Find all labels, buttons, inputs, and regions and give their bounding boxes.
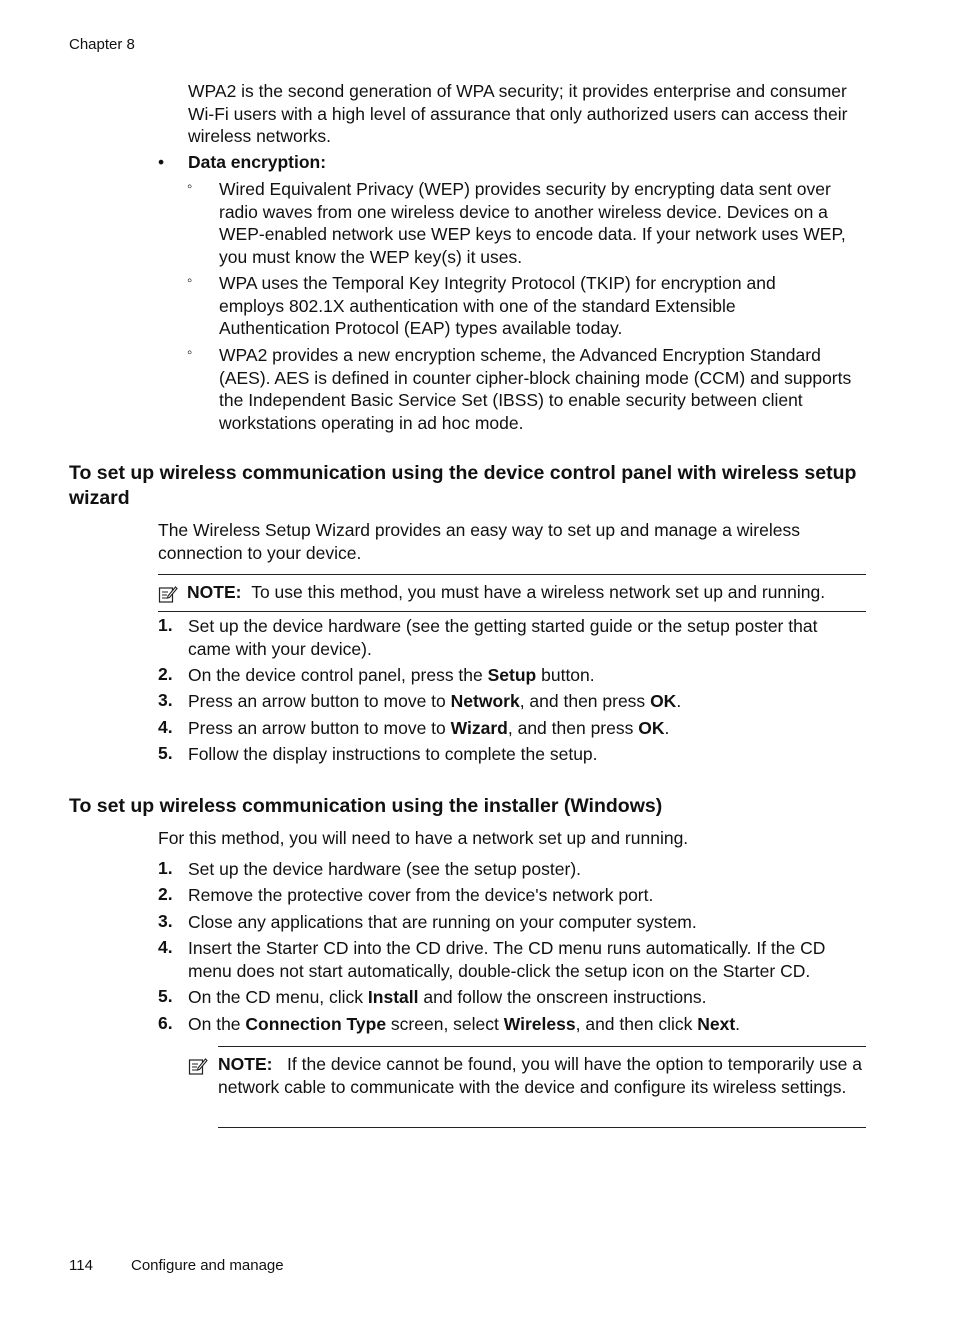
sub-bullet-marker: ◦ <box>187 344 193 361</box>
section-heading-wizard: To set up wireless communication using the device control panel with wireless setup wizard <box>69 462 857 509</box>
section-intro-installer: For this method, you will need to have a network set up and running. <box>158 828 689 848</box>
chapter-label: Chapter 8 <box>69 36 135 53</box>
step-text: Set up the device hardware (see the setup poster). <box>188 859 582 879</box>
page-number: 114 <box>69 1257 93 1274</box>
note-label: NOTE: <box>187 582 242 602</box>
step-number: 5. <box>158 743 173 763</box>
step-text: Close any applications that are running on your computer system. <box>188 912 697 932</box>
step-text: Set up the device hardware (see the getting started guide or the setup poster that came with your device). <box>188 616 818 659</box>
step-text: On the device control panel, press the Setup button. <box>188 665 595 685</box>
section-intro-wizard: The Wireless Setup Wizard provides an easy way to set up and manage a wireless connection to your device. <box>158 520 800 563</box>
step-number: 4. <box>158 937 173 957</box>
step-number: 1. <box>158 615 173 635</box>
step-number: 3. <box>158 690 173 710</box>
encryption-item-wep: Wired Equivalent Privacy (WEP) provides security by encrypting data sent over radio waves from one wireless device to another wireless device. Devices on a WEP-enabled network use WEP keys to encode data. If your network uses WEP, you must know the WEP key(s) it uses. <box>219 179 846 267</box>
bullet-marker: • <box>158 152 165 172</box>
encryption-item-wpa: WPA uses the Temporal Key Integrity Protocol (TKIP) for encryption and employs 802.1X authentication with one of the standard Extensible Authentication Protocol (EAP) types available today. <box>219 273 776 338</box>
step-number: 5. <box>158 986 173 1006</box>
step-text: Follow the display instructions to complete the setup. <box>188 744 598 764</box>
note-bottom-rule <box>218 1127 866 1128</box>
note-label: NOTE: <box>218 1054 273 1074</box>
step-text: On the Connection Type screen, select Wireless, and then click Next. <box>188 1014 741 1034</box>
step-text: On the CD menu, click Install and follow the onscreen instructions. <box>188 987 707 1007</box>
step-number: 3. <box>158 911 173 931</box>
encryption-item-wpa2: WPA2 provides a new encryption scheme, the Advanced Encryption Standard (AES). AES is defined in counter cipher-block chaining mode (CCM) and supports the Independent Basic Service Set (IBSS) to enable security between client workstations operating in ad hoc mode. <box>219 345 852 433</box>
footer-section: Configure and manage <box>131 1257 284 1274</box>
step-number: 2. <box>158 664 173 684</box>
step-number: 6. <box>158 1013 173 1033</box>
step-text: Press an arrow button to move to Wizard, and then press OK. <box>188 718 670 738</box>
sub-bullet-marker: ◦ <box>187 178 193 195</box>
note-installer <box>218 1053 863 1098</box>
note-text: If the device cannot be found, you will have the option to temporarily use a network cable to communicate with the device and configure its wireless settings. <box>218 1054 862 1097</box>
step-number: 2. <box>158 884 173 904</box>
note-pencil-icon <box>188 1056 208 1076</box>
intro-paragraph: WPA2 is the second generation of WPA security; it provides enterprise and consumer Wi-Fi users with a high level of assurance that only authorized users can access their wireless networks. <box>188 81 848 146</box>
step-text: Insert the Starter CD into the CD drive. The CD menu runs automatically. If the CD menu does not start automatically, double-click the setup icon on the Starter CD. <box>188 938 826 981</box>
step-text: Remove the protective cover from the device's network port. <box>188 885 654 905</box>
note-top-rule <box>218 1046 866 1047</box>
step-number: 1. <box>158 858 173 878</box>
note-top-rule <box>158 574 866 575</box>
note-wizard <box>187 581 877 604</box>
section-heading-installer: To set up wireless communication using the installer (Windows) <box>69 795 663 817</box>
step-number: 4. <box>158 717 173 737</box>
note-pencil-icon <box>158 584 178 604</box>
data-encryption-label: Data encryption: <box>188 152 327 172</box>
note-text: To use this method, you must have a wireless network set up and running. <box>251 582 826 602</box>
note-bottom-rule <box>158 611 866 612</box>
step-text: Press an arrow button to move to Network, and then press OK. <box>188 691 682 711</box>
sub-bullet-marker: ◦ <box>187 272 193 289</box>
